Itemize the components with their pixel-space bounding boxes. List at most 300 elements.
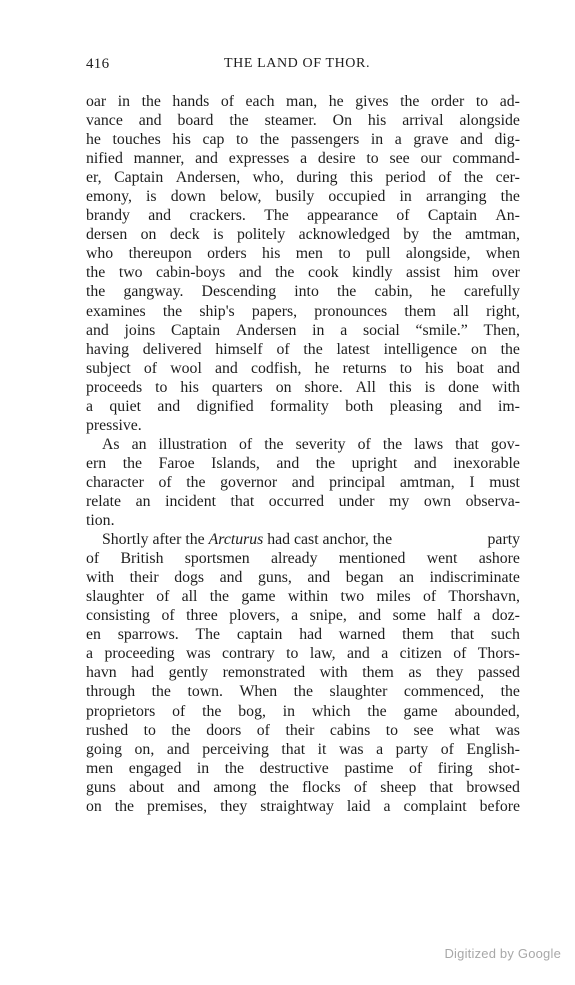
word: cabins: [329, 721, 371, 739]
word: the: [229, 112, 249, 130]
word: desire: [317, 150, 356, 168]
word: Islands,: [211, 454, 260, 472]
word: game: [241, 588, 276, 606]
word: oar: [86, 93, 107, 110]
word: of: [276, 340, 290, 358]
word: of: [422, 588, 437, 606]
word: occurred: [268, 492, 325, 510]
word: he: [86, 131, 101, 149]
word: the: [259, 131, 280, 149]
word: the: [209, 588, 230, 606]
word: An-: [495, 207, 520, 225]
word: down: [170, 188, 206, 206]
word: quiet: [109, 397, 141, 415]
word: the: [293, 683, 313, 701]
word: and: [215, 359, 238, 377]
word: a: [376, 740, 384, 758]
word: Andersen,: [175, 169, 241, 187]
word: his: [367, 112, 387, 130]
text-line: [86, 92, 520, 111]
text-line: [86, 702, 520, 721]
word: a: [381, 645, 389, 663]
word: Thorshavn,: [448, 588, 520, 606]
word: among: [213, 778, 257, 796]
word: dig-: [494, 131, 520, 149]
word: and: [307, 569, 331, 587]
word: remonstrated: [222, 664, 306, 682]
word: dignified: [196, 397, 254, 415]
word: grave: [413, 131, 449, 149]
word: the: [171, 721, 191, 739]
body-text: [86, 92, 520, 816]
word: doz-: [491, 607, 520, 625]
page-number: 416: [86, 56, 110, 72]
word: a: [291, 607, 299, 625]
word: the: [336, 283, 357, 301]
word: him: [453, 264, 479, 282]
text-line: [86, 473, 520, 492]
word: alongside: [459, 112, 520, 130]
text-line: [86, 721, 520, 740]
word: social: [362, 321, 400, 339]
word: of: [143, 359, 158, 377]
word: arrival: [402, 112, 444, 130]
word: a: [86, 645, 94, 663]
word: havn: [86, 664, 117, 682]
word: the: [202, 702, 222, 720]
text-line: [86, 149, 520, 168]
word: period: [385, 169, 426, 187]
word: occupied: [328, 188, 386, 206]
word: is: [213, 226, 224, 244]
word: they: [220, 797, 248, 815]
word: quarters: [211, 378, 263, 396]
word: returns: [342, 359, 387, 377]
word: who,: [252, 169, 284, 187]
word: Captain: [171, 321, 221, 339]
word: and: [291, 473, 315, 491]
word: and: [460, 131, 483, 149]
word: severity: [295, 435, 346, 453]
text-line-segment: [102, 530, 392, 549]
word: joins: [124, 321, 156, 339]
word: the: [315, 454, 336, 472]
word: warned: [338, 626, 386, 644]
text-segment: Shortly after the: [102, 531, 205, 549]
word: own: [423, 492, 452, 510]
word: and: [238, 264, 262, 282]
word: all: [181, 588, 198, 606]
word: had: [131, 664, 155, 682]
word: two: [118, 264, 143, 282]
word: firing: [437, 759, 473, 777]
word: Then,: [483, 321, 520, 339]
word: was: [495, 721, 520, 739]
word: to: [235, 131, 249, 149]
word: two: [340, 588, 365, 606]
text-line: [86, 206, 520, 225]
ship-name-italic: Arcturus: [208, 531, 264, 549]
word: them: [362, 664, 394, 682]
word: boat: [456, 359, 484, 377]
word: went: [426, 550, 458, 568]
word: ship's: [199, 302, 235, 320]
word: of: [353, 778, 368, 796]
word: ern: [86, 454, 107, 472]
word: shot-: [488, 759, 520, 777]
word: in: [399, 188, 412, 206]
text-line: [86, 225, 520, 244]
word: board: [177, 112, 214, 130]
word: was: [338, 740, 364, 758]
word: dogs: [174, 569, 205, 587]
word: town.: [187, 683, 223, 701]
word: bog,: [238, 702, 266, 720]
text-line: [86, 302, 520, 321]
word: a: [473, 607, 481, 625]
word: engaged: [128, 759, 182, 777]
word: man,: [286, 93, 318, 110]
word: gently: [168, 664, 209, 682]
word: destructive: [259, 759, 329, 777]
text-line: [86, 263, 520, 282]
word: indiscriminate: [429, 569, 520, 587]
word: commenced,: [403, 683, 485, 701]
word: papers,: [251, 302, 298, 320]
digitized-watermark: Digitized by Google: [444, 946, 561, 961]
word: he: [314, 359, 330, 377]
text-line: [86, 416, 520, 435]
word: he: [328, 93, 344, 110]
word: an: [131, 435, 147, 453]
word: the: [122, 454, 143, 472]
word: that: [429, 778, 454, 796]
word: a: [383, 797, 391, 815]
word: the: [500, 683, 520, 701]
word: game: [403, 702, 438, 720]
word: the: [500, 340, 520, 358]
word: Captain: [427, 207, 478, 225]
word: and: [458, 397, 482, 415]
text-segment: had cast anchor, the: [267, 531, 393, 549]
word: and: [497, 359, 520, 377]
word: browsed: [466, 778, 520, 796]
word: ashore: [478, 550, 520, 568]
word: party: [395, 740, 429, 758]
text-line: [86, 244, 520, 263]
word: must: [489, 473, 520, 491]
word: my: [389, 492, 410, 510]
word: straightway: [260, 797, 334, 815]
word: Descending: [201, 283, 277, 301]
word: as: [408, 664, 422, 682]
word: a: [86, 397, 94, 415]
text-line: [86, 282, 520, 301]
word: dersen: [86, 226, 128, 244]
word: three: [186, 607, 218, 625]
word: they: [436, 664, 464, 682]
word: to: [475, 93, 489, 110]
word: by: [403, 226, 420, 244]
text-line: [86, 359, 520, 378]
word: On: [332, 112, 352, 130]
text-line: [86, 625, 520, 644]
word: contrary: [222, 645, 275, 663]
word: had: [299, 626, 323, 644]
word: their: [285, 721, 315, 739]
word: Faroe: [158, 454, 195, 472]
paragraph-start-line: [86, 435, 520, 454]
word: an: [135, 492, 151, 510]
word: relate: [86, 492, 122, 510]
word: shore.: [304, 378, 343, 396]
word: nified: [86, 150, 123, 168]
word: was: [186, 645, 211, 663]
word: and: [195, 150, 218, 168]
word: of: [239, 435, 253, 453]
word: the: [86, 264, 106, 282]
word: gov-: [490, 435, 520, 453]
text-line: [86, 759, 520, 778]
word: the: [500, 188, 520, 206]
word: governor: [220, 473, 278, 491]
word: see: [413, 721, 434, 739]
word: guns: [86, 778, 116, 796]
word: the: [432, 226, 452, 244]
word: an: [399, 569, 414, 587]
text-line: [86, 340, 520, 359]
word: which: [311, 702, 351, 720]
word: im-: [497, 397, 520, 415]
word: gangway.: [123, 283, 184, 301]
word: the: [151, 683, 171, 701]
word: crackers.: [189, 207, 246, 225]
word: hands: [172, 93, 210, 110]
word: appearance: [307, 207, 379, 225]
word: of: [172, 702, 186, 720]
word: to: [385, 721, 399, 739]
word: cabin,: [374, 283, 413, 301]
word: to: [143, 721, 156, 739]
word: and: [219, 569, 243, 587]
word: politely: [236, 226, 286, 244]
word: about: [129, 778, 165, 796]
text-line-content: pressive.: [86, 416, 142, 434]
word: The: [195, 626, 221, 644]
word: passed: [477, 664, 520, 682]
word: captain: [236, 626, 283, 644]
word: wool: [170, 359, 202, 377]
word: and: [346, 645, 370, 663]
word: emony,: [86, 188, 132, 206]
word: Captain: [114, 169, 164, 187]
text-line: [86, 511, 520, 530]
word: orders: [207, 245, 247, 263]
text-line: [86, 740, 520, 759]
word: the: [463, 169, 484, 187]
word: in: [312, 321, 325, 339]
word: them: [402, 626, 434, 644]
word: the: [264, 435, 284, 453]
word: complaint: [403, 797, 467, 815]
word: began: [345, 569, 384, 587]
word: during: [296, 169, 338, 187]
word: of: [440, 740, 454, 758]
word: them: [404, 302, 436, 320]
word: to: [338, 245, 351, 263]
word: having: [86, 340, 129, 358]
word: amtman,: [399, 473, 455, 491]
word: a: [300, 150, 308, 168]
word: When: [239, 683, 278, 701]
word: over: [491, 264, 520, 282]
word: the: [86, 283, 106, 301]
text-line: [86, 130, 520, 149]
text-line: [86, 797, 520, 816]
word: the: [224, 759, 244, 777]
word: with: [86, 569, 115, 587]
word: of: [158, 473, 172, 491]
word: Andersen: [235, 321, 297, 339]
word: below,: [219, 188, 262, 206]
word: what: [449, 721, 480, 739]
word: of: [220, 93, 234, 110]
word: with: [319, 664, 348, 682]
word: illustration: [158, 435, 227, 453]
word: en: [86, 626, 101, 644]
word: some: [392, 607, 426, 625]
word: the: [367, 702, 387, 720]
word: abounded,: [454, 702, 520, 720]
word: a: [340, 321, 348, 339]
word: pull: [365, 245, 391, 263]
word: The: [264, 207, 289, 225]
word: proprietors: [86, 702, 156, 720]
word: on: [86, 797, 102, 815]
word: and: [138, 112, 162, 130]
word: to: [286, 645, 299, 663]
word: it: [317, 740, 327, 758]
word: sportsmen: [184, 550, 250, 568]
word: before: [479, 797, 520, 815]
word: in: [370, 131, 384, 149]
word: sparrows.: [117, 626, 179, 644]
word: manner,: [133, 150, 185, 168]
word: alongside,: [405, 245, 471, 263]
word: when: [485, 245, 520, 263]
word: and: [177, 778, 201, 796]
word: of: [86, 550, 100, 568]
word: all: [453, 302, 469, 320]
text-line: [86, 663, 520, 682]
word: within: [287, 588, 329, 606]
word: touches: [112, 131, 161, 149]
text-line: [86, 321, 520, 340]
word: going: [86, 740, 122, 758]
word: this: [388, 378, 412, 396]
word: citizen: [399, 645, 442, 663]
word: rushed: [86, 721, 129, 739]
word: premises,: [147, 797, 208, 815]
word: such: [490, 626, 520, 644]
word: observa-: [465, 492, 520, 510]
word: the: [303, 340, 323, 358]
word: flocks: [302, 778, 341, 796]
word: in: [196, 759, 210, 777]
word: English-: [466, 740, 520, 758]
word: that: [230, 492, 255, 510]
word: pleasing: [389, 397, 443, 415]
word: under: [338, 492, 375, 510]
text-line-content: tion.: [86, 512, 115, 530]
word: he: [430, 283, 446, 301]
word: is: [146, 188, 157, 206]
word: of: [453, 645, 467, 663]
word: cabin-boys: [156, 264, 226, 282]
word: brandy: [86, 207, 130, 225]
text-line: [86, 111, 520, 130]
word: his: [172, 131, 191, 149]
word: All: [355, 378, 376, 396]
word: codfish,: [250, 359, 302, 377]
word: acknowledged: [298, 226, 390, 244]
word: and: [358, 607, 382, 625]
word: perceiving: [202, 740, 269, 758]
word: and: [166, 740, 190, 758]
word: men: [86, 759, 114, 777]
word: on: [275, 378, 292, 396]
word: is: [424, 378, 436, 396]
word: each: [245, 93, 275, 110]
word: the: [186, 473, 206, 491]
word: delivered: [142, 340, 202, 358]
word: of: [256, 721, 270, 739]
word: his: [425, 359, 444, 377]
word: upright: [351, 454, 398, 472]
word: incident: [165, 492, 216, 510]
word: formality: [270, 397, 329, 415]
word: the: [114, 797, 135, 815]
word: to: [366, 150, 379, 168]
word: As: [102, 435, 120, 453]
word: order: [430, 93, 465, 110]
word: of: [396, 207, 410, 225]
word: into: [294, 283, 319, 301]
word: to: [399, 359, 412, 377]
word: of: [409, 759, 423, 777]
word: sheep: [380, 778, 417, 796]
word: snipe,: [309, 607, 347, 625]
text-line: [86, 568, 520, 587]
word: through: [86, 683, 136, 701]
word: passengers: [290, 131, 360, 149]
word: with: [491, 378, 520, 396]
word: subject: [86, 359, 131, 377]
word: done: [448, 378, 479, 396]
text-line: [86, 549, 520, 568]
word: that: [455, 435, 479, 453]
word: “smile.”: [415, 321, 468, 339]
word: and: [276, 454, 300, 472]
running-title: THE LAND OF THOR.: [224, 56, 371, 71]
word: carefully: [463, 283, 520, 301]
word: and: [86, 321, 109, 339]
text-line: [86, 397, 520, 416]
word: his: [261, 245, 281, 263]
text-line: [86, 682, 520, 701]
page-header: [86, 56, 520, 78]
word: a: [394, 131, 402, 149]
